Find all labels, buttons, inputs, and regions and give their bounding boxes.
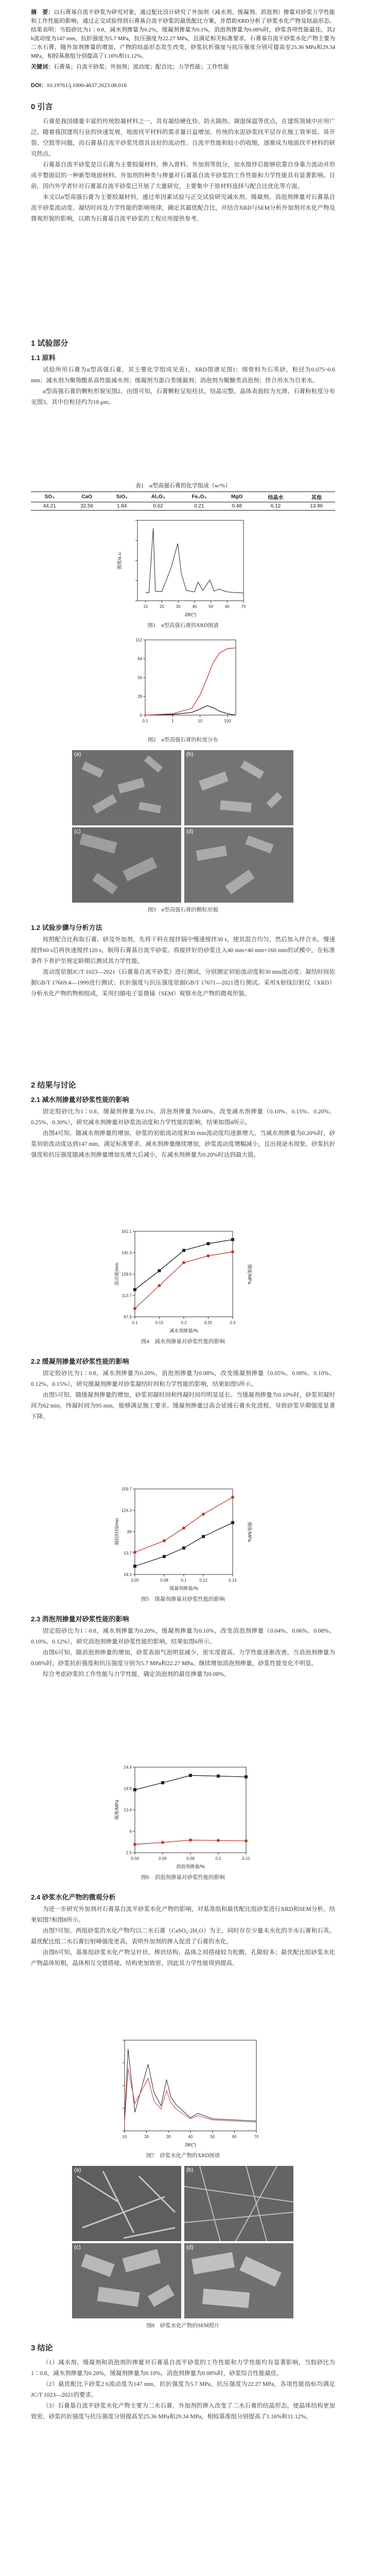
panel-label: (c) [74, 2244, 81, 2250]
x-tick-label: 10 [122, 2134, 127, 2139]
retarder-body [31, 1368, 335, 1422]
microanalysis-body [31, 1904, 335, 1969]
sem-image [184, 2166, 293, 2241]
data-point [133, 1551, 136, 1554]
figure-7 [103, 2035, 263, 2148]
conclusions-body [31, 2358, 335, 2422]
sem-image [72, 827, 181, 903]
sem-image [184, 2243, 293, 2318]
table1-caption: 表1 α型高强石膏的化学组成（w/%） [135, 483, 231, 489]
y2-axis-label: 强度/MPa [247, 1521, 252, 1542]
series-line [135, 1252, 233, 1309]
abstract-text: 以石膏基自流平砂浆为研究对象，通过配比设计研究了外加剂（减水剂、缓凝剂、消泡剂）掺量对砂浆力学性能和工作性能的影响，通过正交试验得到石膏基自流平砂浆的最优配比方案，并借助XRD分析了砂浆水化产物及结晶形态。结果表明：当胶砂比为1∶0.8，减水剂掺量为0.2%，缓凝剂掺量为0.1%，消泡剂掺量为0.08%时，砂浆各项性能最佳，其2 h流动度为147 mm，抗折强度为5.7 MPa，抗压强度为22.27 MPa，且满足相关标准要求。石膏基自流平砂浆水化产物主要为二水石膏，随外加剂掺量的增加，产物的结晶形态发生改变，砂浆抗折强度与抗压强度分别可提高至25.36 MPa和29.34 MPa，相较基准组分别提高了1.16%和11.12%。 [31, 9, 336, 59]
y-axis-label: 强度/a.u. [117, 551, 122, 570]
paragraph: 由图5可知，随缓凝剂掺量的增加，砂浆初凝时间和终凝时间均明显延长。当缓凝剂掺量为0.10%时，砂浆初凝时间为62 min，终凝时间为95 min，能够满足施工要求。缓凝剂掺量过高会延缓石膏水化进程，导致砂浆早期强度显著下降。 [31, 1392, 335, 1420]
data-point [207, 1255, 210, 1258]
table-cell: 0.48 [232, 503, 242, 509]
sem-image [184, 750, 293, 825]
x-axis-label: 消泡剂掺量/% [176, 1864, 205, 1869]
abstract-label: 摘 要： [31, 9, 54, 15]
series-line [135, 1775, 246, 1790]
x-tick-label: 60 [232, 2134, 237, 2139]
x-tick-label: 0.08 [186, 1856, 195, 1861]
x-tick-label: 40 [192, 604, 197, 609]
data-point [217, 1774, 220, 1777]
panel-label: (c) [74, 828, 81, 835]
series-line [145, 706, 236, 715]
x-tick-label: 50 [208, 604, 214, 609]
y-tick-label: 97.9 [124, 1315, 132, 1319]
x-tick-label: 0.08 [160, 1578, 168, 1583]
section-title-intro: 0 引言 [31, 103, 53, 111]
section-title-conclusions: 3 结论 [31, 2344, 53, 2352]
x-tick-label: 0.1 [215, 1856, 221, 1861]
data-point [189, 1774, 192, 1777]
figure-1 [116, 515, 250, 618]
section-title-experimental: 1 试验部分 [31, 339, 68, 348]
x-tick-label: 50 [210, 2134, 215, 2139]
data-point [231, 1238, 234, 1241]
y-tick-label: 145.3 [121, 1250, 132, 1256]
data-point [231, 1496, 234, 1499]
data-point [202, 1513, 205, 1516]
data-point [189, 1839, 192, 1842]
materials-body [31, 365, 335, 408]
y-axis-label: 凝结时间/min [114, 1518, 119, 1546]
paragraph: 试验所用石膏为α型高强石膏，其主要化学组成见表1，XRD图谱见图1；细骨料为石英砂，粒径为0.075~0.6 mm；减水剂为聚羧酸系高性能减水剂；缓凝剂为蛋白类缓凝剂；消泡剂为聚醚类消泡剂；拌合用水为自来水。 [31, 367, 335, 384]
subsection-title-defoamer: 2.3 消泡剂掺量对砂浆性能的影响 [31, 1615, 129, 1623]
paragraph: 由图6可知，随消泡剂掺量的增加，砂浆表面气泡明显减少，密实度提高，力学性能逐渐改善。当消泡剂掺量为0.08%时，砂浆抗折强度和抗压强度分别为5.7 MPa和22.27 MPa。继续增加消泡剂掺量，砂浆性能变化不明显。 [31, 1650, 335, 1667]
section-title-results: 2 结果与讨论 [31, 1081, 76, 1090]
plot-frame [145, 640, 236, 715]
data-point [245, 1775, 248, 1778]
x-tick-label: 0.04 [131, 1856, 139, 1861]
table-cell: 6.12 [270, 503, 281, 509]
table-header-cell: Fe₂O₃ [191, 494, 207, 500]
data-point [161, 1781, 164, 1784]
subsection-title-microanalysis: 2.4 砂浆水化产物的微观分析 [31, 1893, 116, 1901]
figure-4-caption: 图4 减水剂掺量对砂浆性能的影响 [141, 1339, 225, 1345]
keywords-label: 关键词： [31, 64, 54, 70]
y-tick-label: 18.9 [124, 1786, 132, 1791]
y-tick-label: 124.3 [121, 1508, 132, 1513]
paragraph: 石膏基自流平砂浆是以石膏为主要胶凝材料，掺入骨料、外加剂等组分，加水搅拌后能够依靠自身重力流动并形成平整面层的一种新型地面材料。外加剂的种类与掺量对石膏基自流平砂浆的工作性能和力学性能具有显著影响。目前，国内外学者针对石膏基自流平砂浆已开展了大量研究，主要集中于原材料选择与配合比优化等方面。 [31, 162, 335, 190]
series-line [135, 1497, 233, 1552]
particle-size-chart [124, 635, 242, 733]
table-header-cell: 其他 [311, 495, 322, 501]
paragraph: （2）最优配比下砂浆2 h流动度为147 mm，抗折强度为5.7 MPa，抗压强度为22.27 MPa，各项性能指标均满足JC/T 1023—2021的要求。 [31, 2381, 335, 2398]
x-tick-label: 20 [144, 2134, 149, 2139]
paragraph: 按照配合比称取石膏、砂及外加剂，先将干料在搅拌锅中慢速搅拌30 s，使其混合均匀，然后加入拌合水，慢速搅拌60 s后再快速搅拌120 s，制得石膏基自流平砂浆。将搅拌好的砂浆注入40 mm×40 mm×160 mm的试模中，在标准条件下养护至规定龄期后测试其力学性能。 [31, 937, 335, 964]
paragraph: 流动度依据JC/T 1023—2021《石膏基自流平砂浆》进行测试，分别测定初始流动度和30 min流动度；凝结时间依据GB/T 17669.4—1999进行测试；抗折强度与抗压强度依据GB/T 17671—2021进行测试。采用X射线衍射仪（XRD）分析水化产物的物相组成，采用扫描电子显微镜（SEM）观察水化产物的微观形貌。 [31, 969, 335, 997]
x-tick-label: 60 [224, 604, 230, 609]
series-line [125, 2049, 256, 2121]
series-line [145, 648, 236, 715]
data-point [202, 1535, 205, 1538]
intro-body [31, 116, 335, 225]
figure-8-caption: 图8 砂浆水化产物的SEM照片 [146, 2323, 220, 2329]
sem-image [184, 827, 293, 903]
table-cell: 44.21 [43, 503, 56, 509]
x-tick-label: 0.1 [132, 1320, 138, 1325]
paragraph: （3）石膏基自流平砂浆水化产物主要为二水石膏，外加剂的掺入改变了二水石膏的结晶形态，使晶体结构更加致密，砂浆抗折强度与抗压强度分别提高至25.36 MPa和29.34 MPa，相较基准组分别提高了1.16%和11.12%。 [31, 2403, 335, 2420]
data-point [182, 1261, 185, 1264]
data-point [231, 1521, 234, 1524]
subsection-title-methods: 1.2 试验步骤与分析方法 [31, 924, 102, 931]
x-tick-label: 70 [241, 604, 246, 609]
series-line [125, 2069, 256, 2122]
x-tick-label: 1 [171, 719, 174, 723]
figure-2-caption: 图2 α型高强石膏的粒度分布 [148, 737, 218, 743]
defoamer-chart [113, 1762, 252, 1870]
x-tick-label: 70 [254, 2134, 259, 2139]
y-tick-label: 112 [135, 638, 142, 642]
subsection-title-materials: 1.1 原料 [31, 354, 56, 362]
x-tick-label: 0.15 [155, 1320, 164, 1325]
y-tick-label: 13.4 [124, 1808, 132, 1812]
table-cell: 0.62 [153, 503, 163, 509]
doi-label: DOI： [31, 82, 47, 89]
data-point [217, 1839, 220, 1842]
x-tick-label: 0.1 [181, 1578, 187, 1583]
x-tick-label: 0.06 [159, 1856, 167, 1861]
y-axis-label: 强度/MPa [114, 1800, 119, 1820]
series-line [146, 528, 243, 593]
data-point [161, 1841, 164, 1844]
methods-body [31, 935, 335, 999]
table-cell: 0.21 [194, 503, 204, 509]
table-header-cell: SiO₂ [116, 494, 128, 500]
paragraph: 固定胶砂比为1∶0.8，减水剂掺量为0.20%，缓凝剂掺量为0.10%，改变消泡剂掺量（0.04%、0.06%、0.08%、0.10%、0.12%），研究消泡剂掺量对砂浆性能的影响，结果如图6所示。 [31, 1628, 335, 1645]
x-axis-label: 减水剂掺量/% [169, 1328, 198, 1333]
figure-2 [124, 635, 242, 733]
y-tick-label: 24.4 [124, 1765, 132, 1770]
paragraph: 固定胶砂比为1∶0.8，缓凝剂掺量为0.1%，消泡剂掺量为0.08%，改变减水剂掺量（0.10%、0.15%、0.20%、0.25%、0.30%），研究减水剂掺量对砂浆流动度和力学性能的影响，结果如图4所示。 [31, 1109, 335, 1126]
figure-7-caption: 图7 砂浆水化产物的XRD图谱 [146, 2153, 220, 2159]
defoamer-body [31, 1626, 335, 1680]
x-axis-label: 2θ/(°) [184, 612, 197, 617]
y-tick-label: 89 [127, 1530, 132, 1534]
x-tick-label: 0.12 [242, 1856, 250, 1861]
panel-label: (a) [74, 2167, 81, 2173]
x-tick-label: 30 [176, 604, 181, 609]
subsection-title-water-reducer: 2.1 减水剂掺量对砂浆性能的影响 [31, 1096, 129, 1104]
panel-label: (b) [186, 2167, 194, 2173]
table-header-cell: SO₃ [44, 494, 55, 500]
y2-axis-label: 强度/MPa [247, 1264, 252, 1284]
paragraph: 为进一步研究外加剂对石膏基自流平砂浆水化产物的影响，对基准组和最优配比组砂浆进行XRD和SEM分析，结果如图7和图8所示。 [31, 1906, 335, 1923]
figure-4 [113, 1226, 252, 1334]
keywords [31, 63, 335, 72]
sem-image [72, 2243, 181, 2318]
x-tick-label: 40 [188, 2134, 193, 2139]
x-tick-label: 0.05 [131, 1578, 139, 1583]
table-cell: 32.56 [80, 503, 94, 509]
y-axis-label: 流动度/mm [114, 1262, 119, 1286]
table-header-cell: Al₂O₃ [151, 494, 165, 500]
panel-label: (d) [186, 828, 194, 835]
xrd-chart [116, 515, 250, 618]
paragraph: 石膏是我国储量丰富的传统胶凝材料之一，具有凝结硬化快、防火隔热、调湿保温等优点，在建筑领域中应用广泛。随着我国建筑行业的快速发展，地面找平材料的需求量日益增加。传统的水泥砂浆找平层存在施工效率低、易开裂、空鼓等问题，而石膏基自流平砂浆凭借其良好的流动性、自流平性能和较小的收缩，逐渐成为地面找平材料的研究热点。 [31, 118, 335, 157]
figure-6 [113, 1762, 252, 1870]
data-point [182, 1249, 185, 1252]
y-tick-label: 159.7 [121, 1487, 132, 1492]
data-point [133, 1307, 136, 1310]
paragraph: α型高强石膏的颗粒形貌见图2，由图可知，石膏颗粒呈短柱状，结晶完整，晶体表面较为光滑。石膏粉粒度分布见图3，其中位粒径约为18 μm。 [31, 388, 335, 405]
y-tick-label: 53.7 [124, 1551, 132, 1556]
figure-1-caption: 图1 α型高强石膏的XRD图谱 [147, 623, 219, 629]
sem-image [72, 750, 181, 825]
data-point [133, 1788, 136, 1791]
x-tick-label: 20 [160, 604, 164, 609]
x-axis-label: 2θ/(°) [184, 2142, 197, 2147]
data-point [182, 1527, 185, 1530]
paragraph: 由图8可知，基准组砂浆水化产物呈针状、棒状结构，晶体之间搭接较为松散，孔隙较多；最优配比组砂浆水化产物晶体短粗，晶体相互交错搭接，结构更加致密，因此其力学性能得到提高。 [31, 1950, 335, 1967]
panel-label: (a) [74, 751, 81, 757]
data-point [158, 1284, 161, 1287]
table-header-row [31, 492, 335, 502]
panel-label: (d) [186, 2244, 194, 2250]
y-tick-label: 18.3 [124, 1572, 132, 1577]
data-point [133, 1288, 136, 1291]
paragraph: 本文以α型高强石膏为主要胶凝材料，通过单因素试验与正交试验研究减水剂、缓凝剂、消泡剂掺量对石膏基自流平砂浆流动度、凝结时间及力学性能的影响规律，确定其最优配合比，并结合XRD与SEM分析外加剂对水化产物及微观形貌的影响，以期为石膏基自流平砂浆的工程应用提供参考。 [31, 194, 335, 222]
data-point [133, 1565, 136, 1568]
paragraph: （1）减水剂、缓凝剂和消泡剂的掺量对石膏基自流平砂浆的工作性能和力学性能均有显著影响，当胶砂比为1∶0.8，减水剂掺量为0.20%，缓凝剂掺量为0.10%，消泡剂掺量为0.08%时，砂浆综合性能最佳。 [31, 2360, 335, 2377]
data-point [163, 1555, 166, 1558]
paragraph: 由图7可知，两组砂浆的水化产物均以二水石膏（CaSO₄·2H₂O）为主，同时存在少量未水化的半水石膏和石英。最优配比组二水石膏衍射峰强度更高，表明外加剂的掺入促进了石膏的水化。 [31, 1928, 335, 1945]
table-header-cell: CaO [81, 494, 92, 500]
y-tick-label: 84 [137, 656, 142, 662]
paragraph: 固定胶砂比为1∶0.8，减水剂掺量为0.20%，消泡剂掺量为0.08%，改变缓凝剂掺量（0.05%、0.08%、0.10%、0.12%、0.15%），研究缓凝剂掺量对砂浆凝结时间和力学性能的影响，结果如图5所示。 [31, 1370, 335, 1387]
paragraph: 由图4可知，随减水剂掺量的增加，砂浆的初始流动度和30 min流动度均逐渐增大。当减水剂掺量为0.20%时，砂浆初始流动度达到147 mm，满足标准要求。减水剂掺量继续增加，砂浆流动度增幅减小，且出现泌水现象。砂浆抗折强度和抗压强度随减水剂掺量增加先增大后减小，在减水剂掺量为0.20%时达到最大值。 [31, 1130, 335, 1158]
figure-3 [72, 750, 293, 903]
x-tick-label: 0.1 [142, 719, 148, 723]
table-row [31, 502, 335, 511]
x-tick-label: 0.3 [230, 1320, 236, 1325]
table-cell: 1.84 [116, 503, 127, 509]
retarder-chart [113, 1484, 252, 1592]
panel-label: (b) [186, 751, 194, 757]
x-tick-label: 10 [143, 604, 148, 609]
y-tick-label: 56 [137, 675, 142, 680]
y-tick-label: 2.5 [126, 1851, 132, 1855]
data-point [182, 1547, 185, 1550]
table1 [31, 492, 335, 511]
water-reducer-body [31, 1107, 335, 1161]
figure-5-caption: 图5 缓凝剂掺量对砂浆性能的影响 [141, 1597, 225, 1602]
data-point [231, 1250, 234, 1253]
table-cell: 13.96 [310, 503, 323, 509]
hydration-xrd-chart [103, 2035, 263, 2148]
y-tick-label: 28 [137, 694, 142, 699]
table-header-cell: 结晶水 [268, 495, 284, 501]
figure-5 [113, 1484, 252, 1592]
data-point [133, 1843, 136, 1846]
y-tick-label: 161.1 [121, 1229, 132, 1234]
figure-8 [72, 2166, 293, 2318]
table-header-cell: MgO [231, 494, 243, 500]
doi-text: 10.19761/j.1000-4637.2023.08.018 [46, 82, 127, 89]
paragraph: 综合考虑砂浆的工作性能与力学性能，确定消泡剂的最佳掺量为0.08%。 [43, 1671, 230, 1677]
data-point [245, 1839, 248, 1842]
x-tick-label: 0.25 [204, 1320, 213, 1325]
y-tick-label: 8 [129, 1829, 132, 1834]
subsection-title-retarder: 2.2 缓凝剂掺量对砂浆性能的影响 [31, 1358, 129, 1365]
y-tick-label: 113.7 [121, 1293, 132, 1298]
keywords-text: 石膏基；自流平砂浆；外加剂；流动度；配合比；力学性能；工作性能 [54, 64, 229, 70]
y-tick-label: 0 [140, 713, 142, 718]
figure-6-caption: 图6 消泡剂掺量对砂浆性能的影响 [141, 1875, 225, 1880]
water-reducer-chart [113, 1226, 252, 1334]
data-point [158, 1269, 161, 1272]
x-tick-label: 0.12 [199, 1578, 207, 1583]
x-tick-label: 0.2 [181, 1320, 187, 1325]
sem-image [72, 2166, 181, 2241]
x-tick-label: 10 [198, 719, 203, 723]
figure-3-caption: 图3 α型高强石膏的颗粒形貌 [148, 907, 218, 913]
x-tick-label: 0.15 [229, 1578, 237, 1583]
abstract [31, 8, 335, 61]
data-point [207, 1242, 210, 1245]
plot-frame [135, 1231, 233, 1317]
x-axis-label: 缓凝剂掺量/% [169, 1586, 198, 1591]
x-tick-label: 100 [224, 719, 231, 723]
doi [31, 81, 335, 90]
x-tick-label: 30 [166, 2134, 171, 2139]
y-tick-label: 129.5 [121, 1272, 132, 1277]
data-point [163, 1539, 166, 1543]
series-line [135, 1240, 233, 1290]
